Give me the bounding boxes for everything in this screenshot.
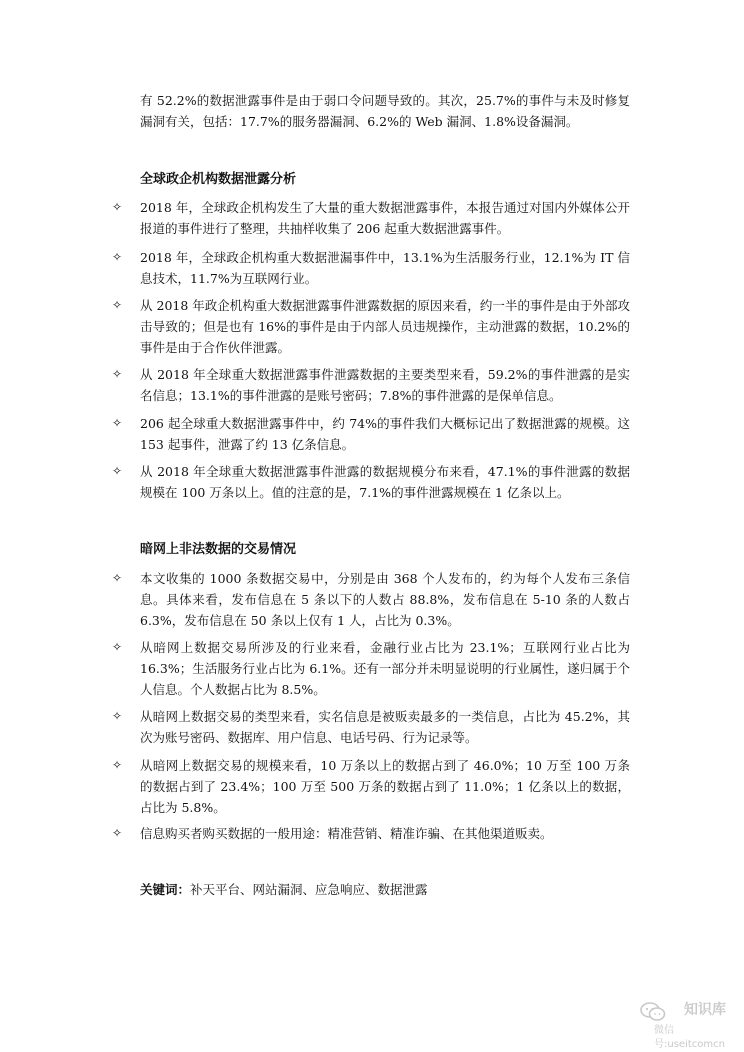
diamond-star-icon: ✧ xyxy=(112,709,123,723)
list-item-text: 信息购买者购买数据的一般用途：精准营销、精准诈骗、在其他渠道贩卖。 xyxy=(140,826,553,841)
keywords-value: 补天平台、网站漏洞、应急响应、数据泄露 xyxy=(190,882,428,897)
list-item-text: 2018 年，全球政企机构重大数据泄漏事件中，13.1%为生活服务行业，12.1%为 IT 信息技术，11.7%为互联网行业。 xyxy=(140,250,630,286)
diamond-star-icon: ✧ xyxy=(112,640,123,654)
list-item-text: 206 起全球重大数据泄露事件中，约 74%的事件我们大概标记出了数据泄露的规模。这 153 起事件，泄露了约 13 亿条信息。 xyxy=(140,416,630,452)
diamond-star-icon: ✧ xyxy=(112,464,123,478)
list-item-text: 2018 年，全球政企机构发生了大量的重大数据泄露事件，本报告通过对国内外媒体公开报道的事件进行了整理，共抽样收集了 206 起重大数据泄露事件。 xyxy=(140,200,630,236)
list-item-text: 从暗网上数据交易所涉及的行业来看，金融行业占比为 23.1%；互联网行业占比为 16.3%；生活服务行业占比为 6.1%。还有一部分并未明显说明的行业属性，遂归属于个人信息。个人数据占比为 8.5%。 xyxy=(140,640,630,697)
watermark xyxy=(640,1000,740,1050)
wechat-icon xyxy=(640,1002,666,1022)
diamond-star-icon: ✧ xyxy=(112,826,123,840)
diamond-star-icon: ✧ xyxy=(112,758,123,772)
diamond-star-icon: ✧ xyxy=(112,298,123,312)
section-title-global-leaks: 全球政企机构数据泄露分析 xyxy=(140,172,297,187)
keywords-label: 关键词： xyxy=(140,882,191,897)
diamond-star-icon: ✧ xyxy=(112,200,123,214)
list-item-text: 从 2018 年全球重大数据泄露事件泄露的数据规模分布来看，47.1%的事件泄露的数据规模在 100 万条以上。值的注意的是，7.1%的事件泄露规模在 1 亿条以上。 xyxy=(140,464,630,500)
intro-paragraph: 有 52.2%的数据泄露事件是由于弱口令问题导致的。其次，25.7%的事件与未及时修复漏洞有关，包括：17.7%的服务器漏洞、6.2%的 Web 漏洞、1.8%设备漏洞。 xyxy=(140,93,630,129)
watermark-title: 知识库 xyxy=(684,1002,726,1018)
diamond-star-icon: ✧ xyxy=(112,367,123,381)
list-item-text: 从暗网上数据交易的规模来看，10 万条以上的数据占到了 46.0%；10 万至 100 万条的数据占到了 23.4%；100 万至 500 万条的数据占到了 11.0%；1 亿条以上的数据，占比为 5.8%。 xyxy=(140,758,630,815)
list-item-text: 从暗网上数据交易的类型来看，实名信息是被贩卖最多的一类信息，占比为 45.2%，其次为账号密码、数据库、用户信息、电话号码、行为记录等。 xyxy=(140,709,630,745)
diamond-star-icon: ✧ xyxy=(112,250,123,264)
list-item-text: 从 2018 年全球重大数据泄露事件泄露数据的主要类型来看，59.2%的事件泄露的是实名信息；13.1%的事件泄露的是账号密码；7.8%的事件泄露的是保单信息。 xyxy=(140,367,630,403)
diamond-star-icon: ✧ xyxy=(112,571,123,585)
watermark-subtitle: 微信号:useitcomcn xyxy=(654,1025,725,1050)
diamond-star-icon: ✧ xyxy=(112,416,123,430)
keywords-line xyxy=(140,879,428,900)
list-item-text: 从 2018 年政企机构重大数据泄露事件泄露数据的原因来看，约一半的事件是由于外部攻击导致的；但是也有 16%的事件是由于内部人员违规操作，主动泄露的数据，10.2%的事件是由于合作伙伴泄露。 xyxy=(140,298,630,355)
list-item-text: 本文收集的 1000 条数据交易中，分别是由 368 个人发布的，约为每个人发布三条信息。具体来看，发布信息在 5 条以下的人数占 88.8%，发布信息在 5-10 条的人数占 6.3%，发布信息在 50 条以上仅有 1 人，占比为 0.3%。 xyxy=(140,571,630,628)
section-title-darkweb-trade: 暗网上非法数据的交易情况 xyxy=(140,542,297,557)
